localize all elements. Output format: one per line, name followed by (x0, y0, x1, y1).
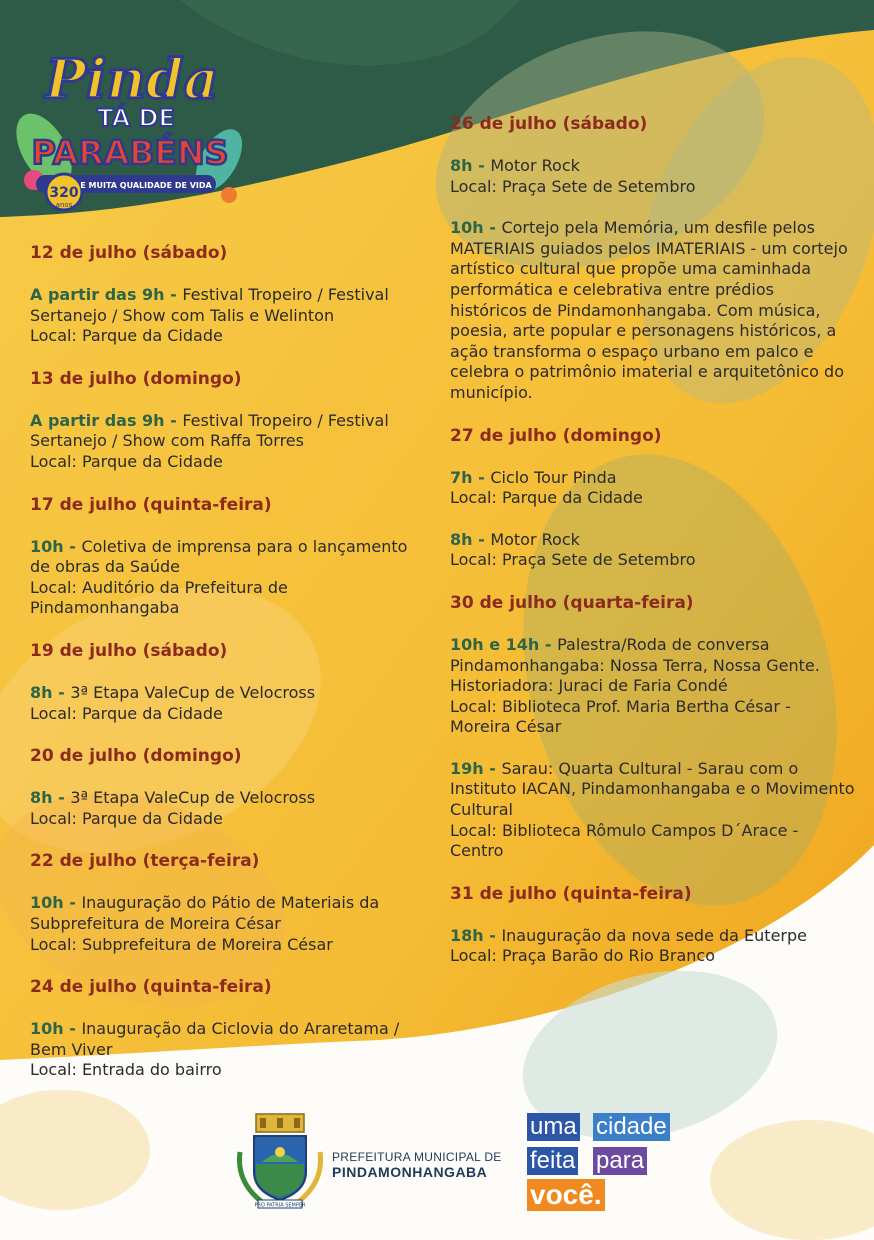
event-location: Local: Parque da Cidade (30, 326, 223, 346)
schedule-right-column (450, 113, 855, 988)
slogan-word: para (593, 1147, 647, 1175)
event-description: Coletiva de imprensa para o lançamento de obras da Saúde (30, 536, 408, 577)
event-time: 19h (450, 758, 484, 778)
day-block (450, 883, 855, 967)
slogan-word: uma (527, 1113, 580, 1141)
slogan-word: você. (527, 1179, 605, 1211)
event-description: Inauguração da nova sede da Euterpe (501, 925, 807, 945)
event-entry: 10h - Cortejo pela Memória, um desfile pelos MATERIAIS guiados pelos IMATERIAIS - um cortejo artístico cultural que propõe uma caminhada performática e celebrativa entre prédios históricos de Pindamonhangaba. Com música, poesia, arte popular e personagens históricos, a ação transforma o espaço urbano em palco e celebra o patrimônio imaterial e arquitetônico do município. (450, 218, 848, 402)
event-speaker: Historiadora: Juraci de Faria Condé (450, 676, 728, 696)
event-location: Local: Entrada do bairro (30, 1060, 222, 1080)
event-description: Palestra/Roda de conversa Pindamonhangaba: Nossa Terra, Nossa Gente. (450, 634, 820, 675)
slogan-word: feita (527, 1147, 578, 1175)
prefeitura-line2: PINDAMONHANGABA (332, 1164, 488, 1180)
event-time: 8h (450, 156, 473, 175)
day-heading: 13 de julho (domingo) (30, 368, 242, 389)
event-time: 7h (450, 467, 473, 487)
badge-word: anos (55, 201, 73, 209)
logo-line1: Pinda (45, 47, 219, 111)
day-block (30, 850, 430, 955)
day-block (30, 640, 430, 724)
event-location: Local: Biblioteca Rômulo Campos D´Arace - Centro (450, 820, 799, 861)
day-heading: 17 de julho (quinta-feira) (30, 494, 272, 515)
event-time: 10h (30, 1019, 64, 1039)
event-description: 3ª Etapa ValeCup de Velocross (70, 788, 316, 808)
day-block (30, 494, 430, 619)
badge-number: 320 (49, 185, 79, 201)
day-heading: 22 de julho (terça-feira) (30, 851, 260, 872)
event-entry: 7h - Ciclo Tour Pinda Local: Parque da Cidade (450, 468, 855, 509)
event-description: Inauguração da Ciclovia do Araretama / Bem Viver (30, 1019, 400, 1059)
event-location: Local: Auditório da Prefeitura de Pindamonhangaba (30, 577, 288, 618)
event-description: 3ª Etapa ValeCup de Velocross (70, 682, 316, 702)
event-time: 10h e 14h (450, 634, 540, 654)
day-heading: 19 de julho (sábado) (30, 640, 228, 661)
day-heading: 24 de julho (quinta-feira) (30, 977, 272, 998)
day-heading: 30 de julho (quarta-feira) (450, 592, 694, 613)
day-block (450, 113, 855, 404)
event-entry: 8h - Motor Rock Local: Praça Sete de Setembro (450, 156, 855, 197)
event-location: Local: Praça Sete de Setembro (450, 176, 696, 196)
event-entry: 19h - Sarau: Quarta Cultural - Sarau com o Instituto IACAN, Pindamonhangaba e o Movimento Cultural Local: Biblioteca Rômulo Campos D´Arace - Centro (450, 758, 855, 861)
event-entry: 10h - Coletiva de imprensa para o lançamento de obras da Saúde Local: Auditório da Prefeitura de Pindamonhangaba (30, 537, 430, 619)
event-time: 8h (30, 788, 53, 808)
event-description: Festival Tropeiro / Festival Sertanejo / Show com Raffa Torres (30, 410, 389, 451)
event-description: Motor Rock (490, 156, 580, 175)
event-time: A partir das 9h (30, 285, 165, 304)
event-location: Local: Praça Sete de Setembro (450, 550, 696, 570)
logo-line2: TÁ DE (97, 104, 175, 132)
day-block (30, 368, 430, 473)
event-location: Local: Praça Barão do Rio Branco (450, 946, 715, 966)
day-heading: 31 de julho (quinta-feira) (450, 883, 692, 904)
event-location: Local: Biblioteca Prof. Maria Bertha César - Moreira César (450, 696, 791, 737)
event-description: Festival Tropeiro / Festival Sertanejo / Show com Talis e Welinton (30, 285, 389, 325)
day-heading: 26 de julho (sábado) (450, 114, 648, 134)
event-entry: 10h - Inauguração do Pátio de Materiais da Subprefeitura de Moreira César Local: Subprefeitura de Moreira César (30, 893, 430, 955)
festival-logo (14, 40, 242, 218)
event-time: A partir das 9h (30, 410, 165, 430)
event-time: 8h (450, 529, 473, 549)
logo-line3: PARABÉNS (31, 133, 229, 172)
event-time: 8h (30, 682, 53, 702)
event-description: Inauguração do Pátio de Materiais da Subprefeitura de Moreira César (30, 893, 380, 933)
event-entry: A partir das 9h - Festival Tropeiro / Festival Sertanejo / Show com Raffa Torres Local: Parque da Cidade (30, 411, 430, 473)
event-description: Motor Rock (490, 529, 580, 549)
event-time: 10h (30, 893, 64, 913)
prefeitura-logo (232, 1112, 512, 1212)
event-description: Sarau: Quarta Cultural - Sarau com o Instituto IACAN, Pindamonhangaba e o Movimento Cultural (450, 758, 855, 820)
event-description: Cortejo pela Memória, um desfile pelos MATERIAIS guiados pelos IMATERIAIS - um cortejo artístico cultural que propõe uma caminhada performática e celebrativa entre prédios históricos de Pindamonhangaba. Com música, poesia, arte popular e personagens históricos, a ação transforma o espaço urbano em palco e celebra o patrimônio imaterial e arquitetônico do município. (450, 218, 848, 402)
prefeitura-motto: PRO PATRIA SEMPER (254, 1202, 306, 1209)
day-heading: 12 de julho (sábado) (30, 243, 228, 263)
event-location: Local: Parque da Cidade (30, 808, 223, 828)
event-time: 10h (450, 218, 484, 238)
day-block (30, 976, 430, 1081)
day-block (30, 745, 430, 829)
event-entry: 8h - 3ª Etapa ValeCup de Velocross Local: Parque da Cidade (30, 683, 430, 724)
slogan-logo (527, 1113, 697, 1213)
event-entry: 18h - Inauguração da nova sede da Euterpe Local: Praça Barão do Rio Branco (450, 926, 855, 967)
event-entry: 10h e 14h - Palestra/Roda de conversa Pindamonhangaba: Nossa Terra, Nossa Gente. Historiadora: Juraci de Faria Condé Local: Biblioteca Prof. Maria Bertha César - Moreira César (450, 635, 855, 738)
logo-tagline: E MUITA QUALIDADE DE VIDA (80, 181, 212, 190)
day-block (450, 425, 855, 571)
event-location: Local: Parque da Cidade (30, 451, 223, 471)
day-block (30, 242, 430, 347)
event-time: 18h (450, 925, 484, 945)
coat-of-arms-icon (232, 1112, 328, 1212)
prefeitura-name (332, 1150, 502, 1180)
event-entry: 8h - Motor Rock Local: Praça Sete de Setembro (450, 530, 855, 571)
event-location: Local: Parque da Cidade (450, 488, 643, 508)
event-location: Local: Subprefeitura de Moreira César (30, 934, 333, 954)
event-location: Local: Parque da Cidade (30, 703, 223, 723)
prefeitura-line1: PREFEITURA MUNICIPAL DE (332, 1150, 502, 1164)
event-entry: 10h - Inauguração da Ciclovia do Araretama / Bem Viver Local: Entrada do bairro (30, 1019, 430, 1081)
event-entry: A partir das 9h - Festival Tropeiro / Festival Sertanejo / Show com Talis e Welinton Local: Parque da Cidade (30, 285, 430, 347)
event-entry: 8h - 3ª Etapa ValeCup de Velocross Local: Parque da Cidade (30, 788, 430, 829)
event-description: Ciclo Tour Pinda (490, 467, 617, 487)
day-block (450, 592, 855, 862)
schedule-left-column (30, 242, 430, 1102)
slogan-word: cidade (593, 1113, 670, 1141)
festival-logo-art (14, 40, 242, 218)
day-heading: 27 de julho (domingo) (450, 425, 662, 446)
event-time: 10h (30, 536, 64, 556)
day-heading: 20 de julho (domingo) (30, 746, 242, 767)
